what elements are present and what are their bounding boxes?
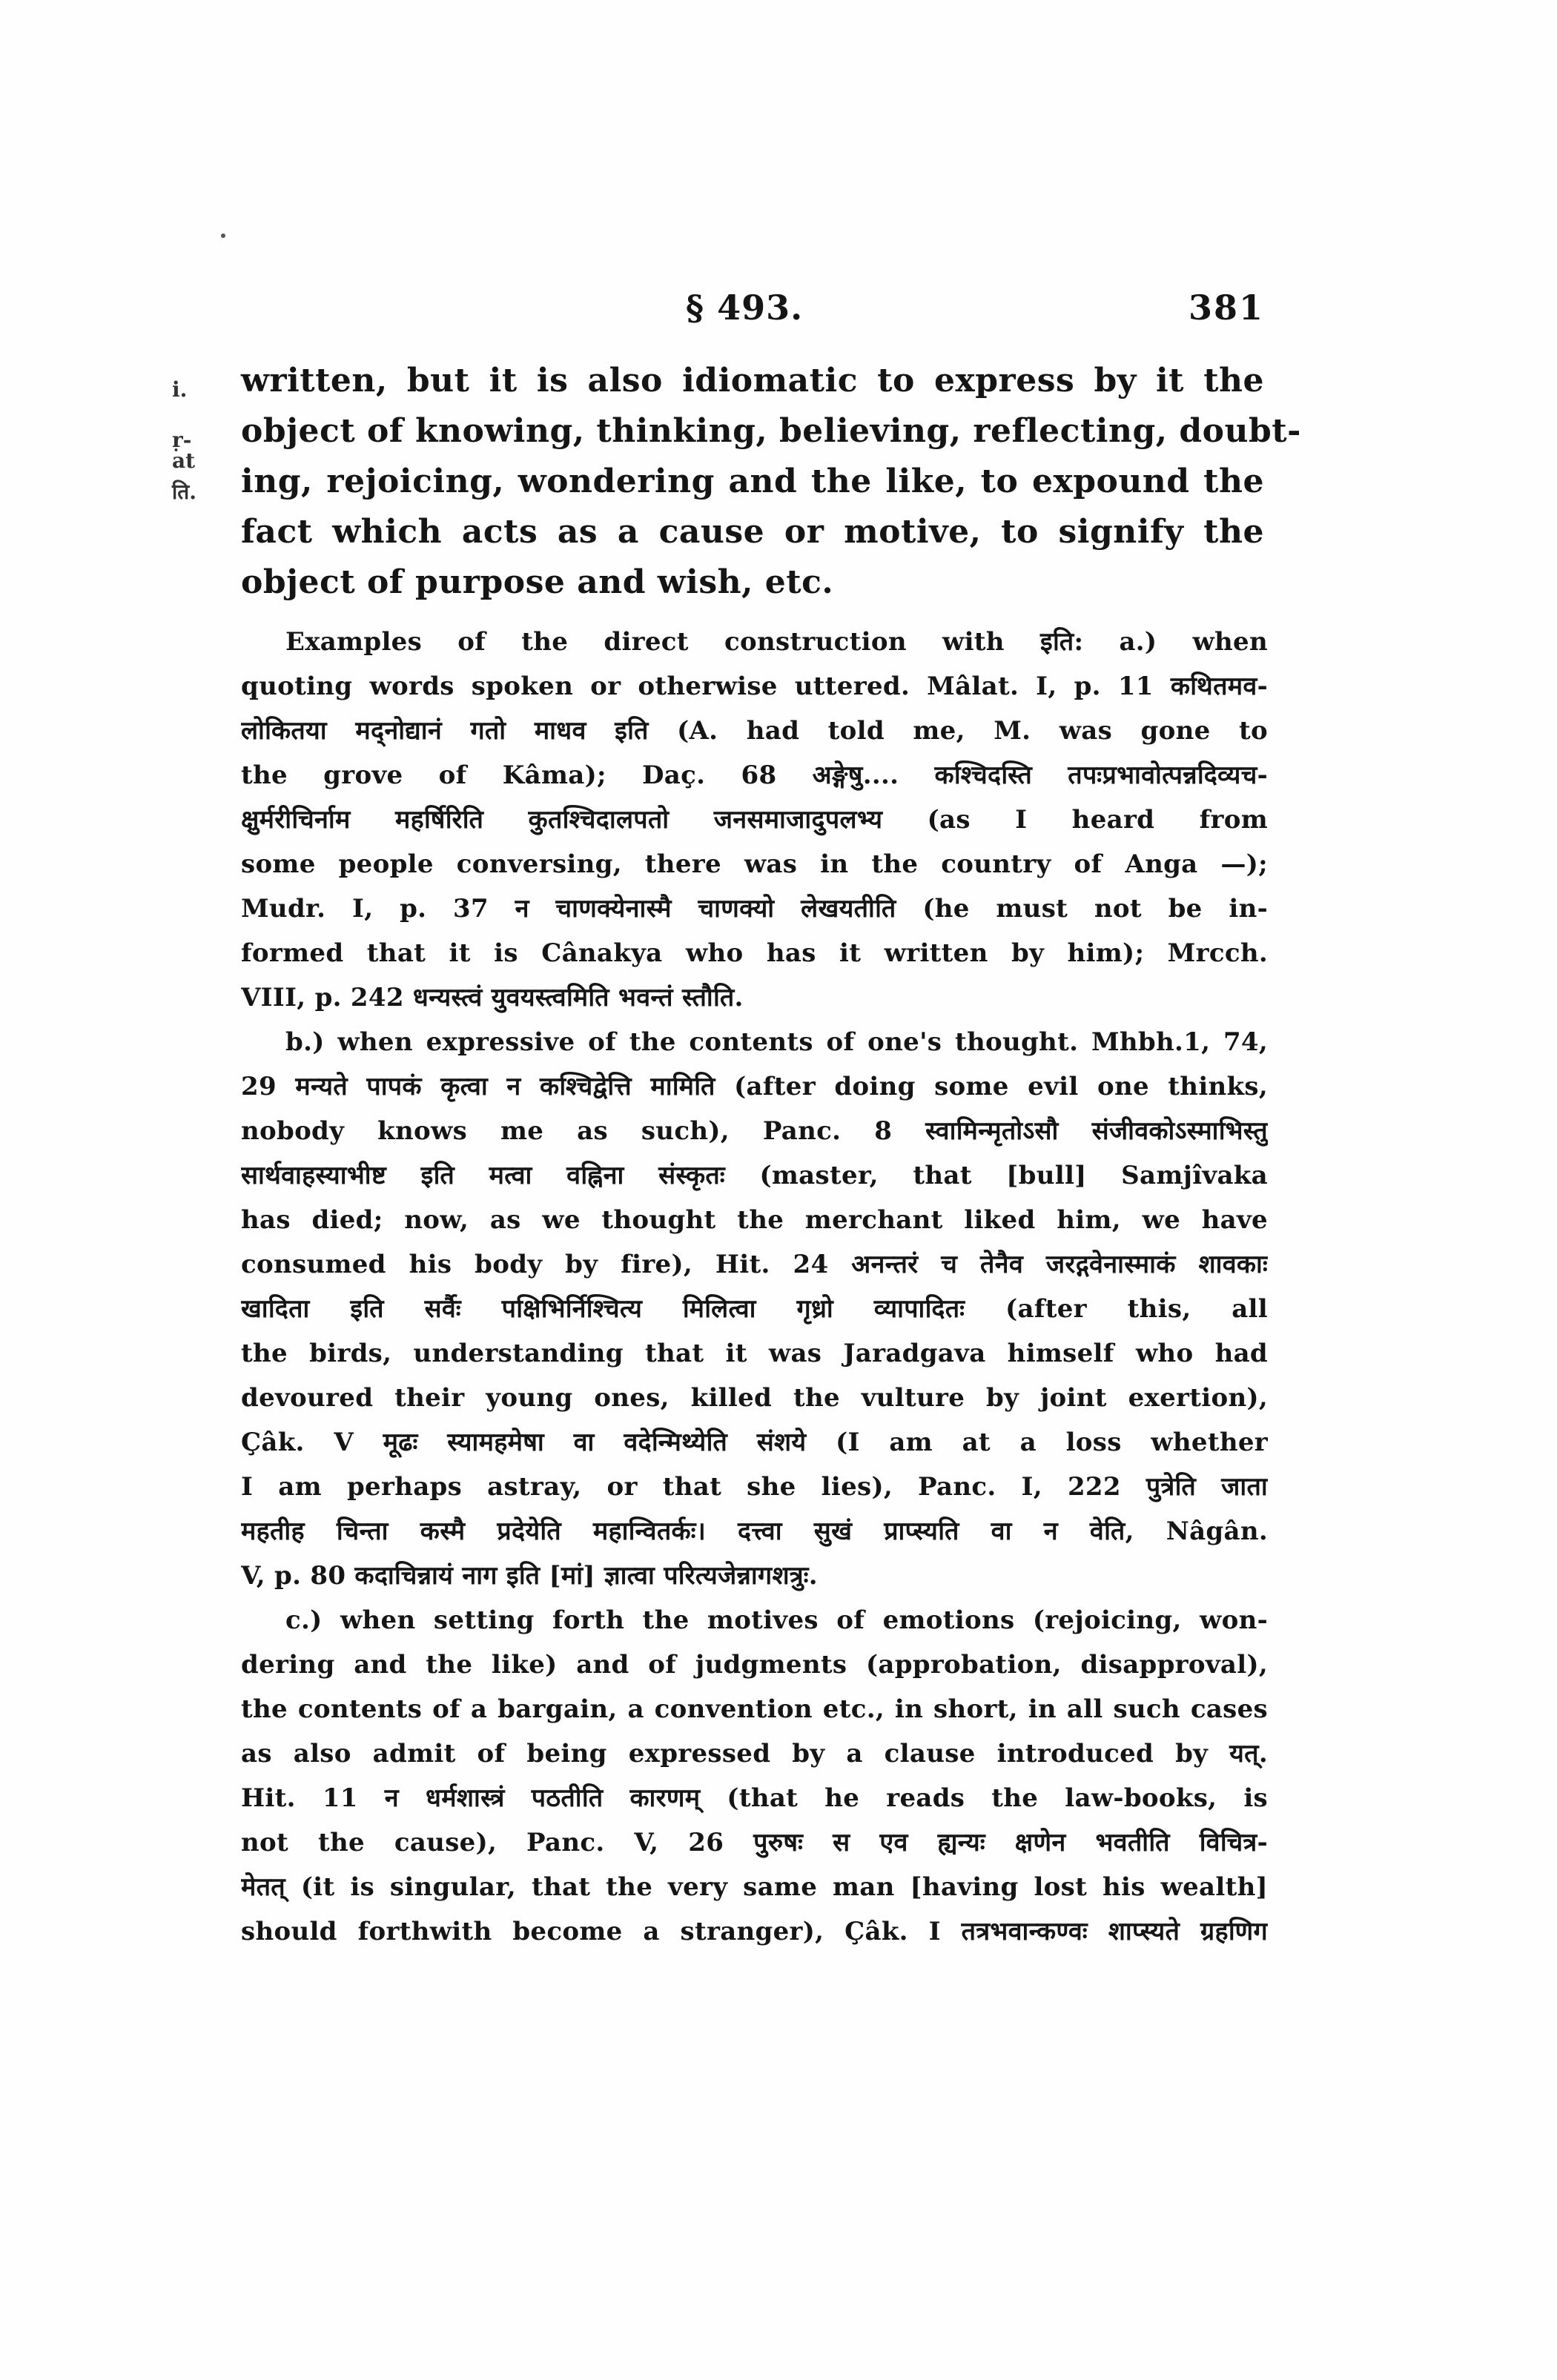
section-number: § 493. xyxy=(686,288,804,328)
text-line: has died; now, as we thought the merchant liked him, we have xyxy=(241,1205,1268,1235)
text-line: quoting words spoken or otherwise uttered. Mâlat. I, p. 11 कथितमव- xyxy=(241,672,1268,701)
text-line: c.) when setting forth the motives of emotions (rejoicing, won- xyxy=(285,1605,1268,1635)
text-line: devoured their young ones, killed the vulture by joint exertion), xyxy=(241,1383,1268,1413)
text-line: should forthwith become a stranger), Çâk. I तत्रभवान्कण्वः शाप्स्यते ग्रहणिग xyxy=(241,1917,1268,1946)
page-header xyxy=(241,288,1264,332)
text-line: the contents of a bargain, a convention etc., in short, in all such cases xyxy=(241,1694,1268,1724)
text-line: as also admit of being expressed by a clause introduced by यत्. xyxy=(241,1739,1268,1769)
text-line: Mudr. I, p. 37 न चाणक्येनास्मै चाणक्यो लेखयतीति (he must not be in- xyxy=(241,894,1268,924)
margin-note: at xyxy=(172,448,196,473)
text-line: क्षुर्मरीचिर्नाम महर्षिरिति कुतश्चिदालपतो जनसमाजादुपलभ्य (as I heard from xyxy=(241,805,1268,835)
text-line: सार्थवाहस्याभीष्ट इति मत्वा वह्निना संस्कृतः (master, that [bull] Samjîvaka xyxy=(241,1161,1268,1190)
lead-paragraph xyxy=(241,356,1301,608)
margin-note: i. xyxy=(172,377,188,402)
text-line: VIII, p. 242 धन्यस्त्वं युवयस्त्वमिति भवन्तं स्तौति. xyxy=(241,983,744,1012)
text-line: I am perhaps astray, or that she lies), Panc. I, 222 पुत्रेति जाता xyxy=(241,1472,1268,1502)
text-line: dering and the like) and of judgments (approbation, disapproval), xyxy=(241,1650,1268,1680)
text-line: V, p. 80 कदाचिन्नायं नाग इति [मां] ज्ञात्वा परित्यजेन्नागशत्रुः. xyxy=(241,1561,818,1591)
margin-notes xyxy=(172,365,216,517)
text-line: fact which acts as a cause or motive, to signify the xyxy=(241,513,1264,551)
text-line: not the cause), Panc. V, 26 पुरुषः स एव ह्यन्यः क्षणेन भवतीति विचित्र- xyxy=(241,1828,1268,1857)
text-line: b.) when expressive of the contents of one's thought. Mhbh.1, 74, xyxy=(285,1027,1268,1057)
text-line: लोकितया मद्नोद्यानं गतो माधव इति (A. had told me, M. was gone to xyxy=(241,716,1268,746)
text-line: object of purpose and wish, etc. xyxy=(241,563,834,601)
text-line: खादिता इति सर्वैः पक्षिभिर्निश्चित्य मिलित्वा गृध्रो व्यापादितः (after this, all xyxy=(241,1294,1268,1324)
examples-block xyxy=(241,620,1268,1954)
text-line: some people conversing, there was in the country of Anga —); xyxy=(241,849,1268,879)
text-line: 29 मन्यते पापकं कृत्वा न कश्चिद्वेत्ति मामिति (after doing some evil one thinks, xyxy=(241,1072,1268,1101)
text-line: nobody knows me as such), Panc. 8 स्वामिन्मृतोऽसौ संजीवकोऽस्माभिस्तु xyxy=(241,1116,1268,1146)
text-line: the grove of Kâma); Daç. 68 अङ्गेषु.... कश्चिदस्ति तपःप्रभावोत्पन्नदिव्यच- xyxy=(241,760,1268,790)
margin-note: ṛ- xyxy=(172,428,192,452)
page-number: 381 xyxy=(1188,288,1264,328)
text-line: Çâk. V मूढः स्यामहमेषा वा वदेन्मिथ्येति संशये (I am at a loss whether xyxy=(241,1428,1268,1457)
text-line: महतीह चिन्ता कस्मै प्रदेयेति महान्वितर्कः। दत्त्वा सुखं प्राप्स्यति वा न वेति, Nâgân. xyxy=(241,1516,1268,1546)
text-line: formed that it is Cânakya who has it written by him); Mrcch. xyxy=(241,938,1268,968)
text-line: the birds, understanding that it was Jaradgava himself who had xyxy=(241,1339,1268,1368)
text-line: Examples of the direct construction with इति: a.) when xyxy=(285,627,1268,657)
text-line: Hit. 11 न धर्मशास्त्रं पठतीति कारणम् (that he reads the law-books, is xyxy=(241,1783,1268,1813)
text-line: मेतत् (it is singular, that the very same man [having lost his wealth] xyxy=(241,1872,1268,1902)
margin-note: ति. xyxy=(172,480,196,504)
ink-speck xyxy=(221,233,225,238)
text-line: written, but it is also idiomatic to express by it the xyxy=(241,362,1264,400)
text-line: ing, rejoicing, wondering and the like, to expound the xyxy=(241,463,1264,500)
text-line: consumed his body by fire), Hit. 24 अनन्तरं च तेनैव जरद्गवेनास्माकं शावकाः xyxy=(241,1250,1268,1279)
text-line: object of knowing, thinking, believing, reflecting, doubt- xyxy=(241,412,1301,450)
